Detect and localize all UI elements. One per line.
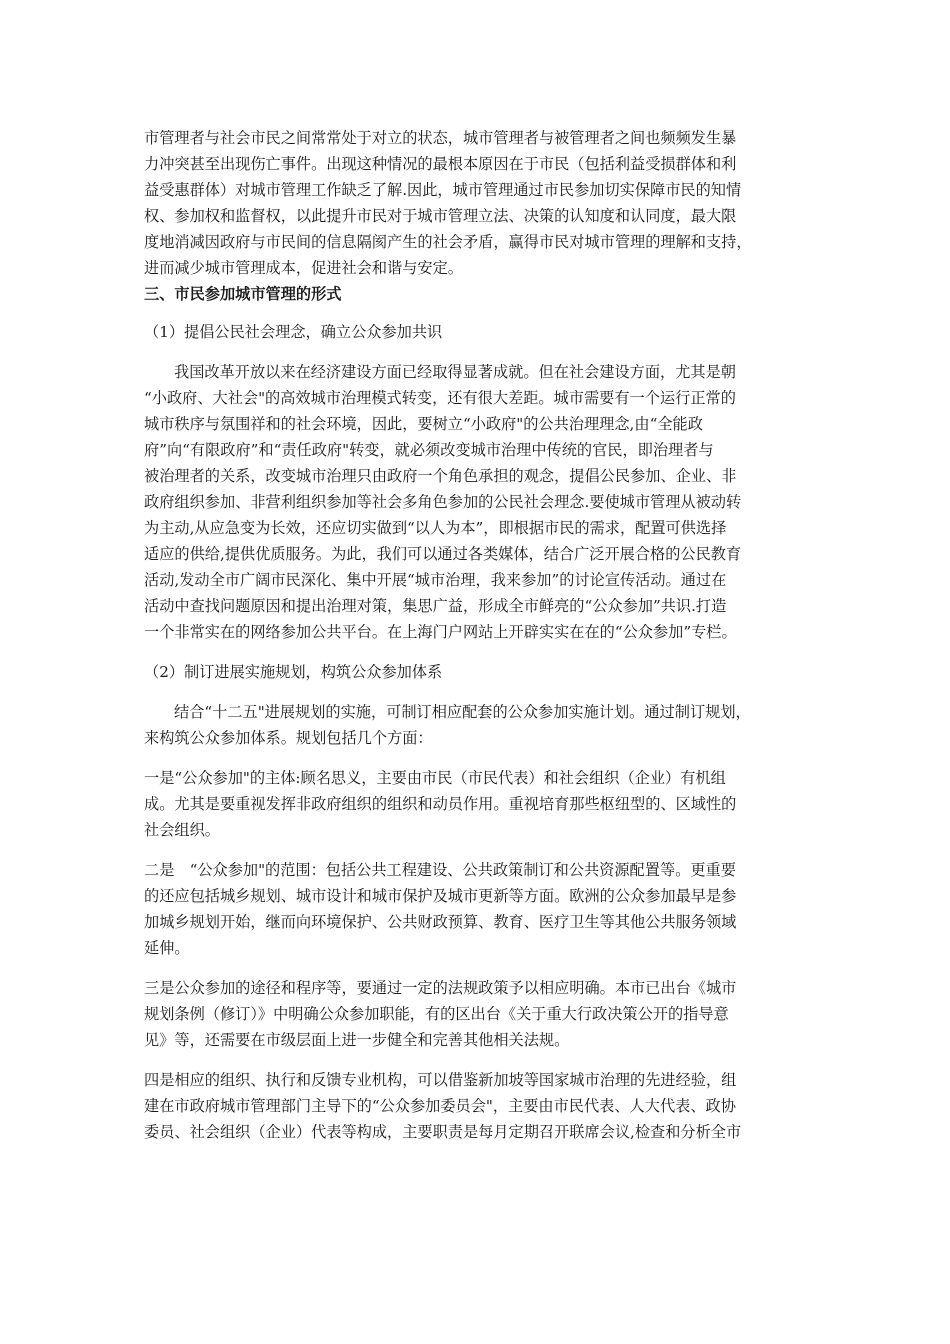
intro-paragraph — [144, 125, 820, 281]
paragraph-line: 规划条例（修订）》中明确公众参加职能，有的区出台《关于重大行政决策公开的指导意 — [144, 1005, 729, 1023]
paragraph-line: 活动,发动全市广阔市民深化、集中开展“城市治理，我来参加”的讨论宣传活动。通过在 — [144, 571, 727, 589]
paragraph-line: 的还应包括城乡规划、城市设计和城市保护及城市更新等方面。欧洲的公众参加最早是参 — [144, 887, 737, 905]
paragraph-line: 进而减少城市管理成本，促进社会和谐与安定。 — [144, 259, 463, 277]
paragraph-line: 二是 “公众参加"的范围：包括公共工程建设、公共政策制订和公共资源配置等。更重要 — [144, 861, 736, 879]
paragraph-line: 委员、社会组织（企业）代表等构成，主要职责是每月定期召开联席会议,检查和分析全市 — [144, 1123, 742, 1141]
paragraph-line: 政府组织参加、非营利组织参加等社会多角色参加的公民社会理念.要使城市管理从被动转 — [144, 493, 742, 511]
point-2-paragraph — [144, 857, 820, 961]
paragraph-line: 加城乡规划开始，继而向环境保护、公共财政预算、教育、医疗卫生等其他公共服务领域 — [144, 913, 737, 931]
paragraph-line: 成。尤其是要重视发挥非政府组织的组织和动员作用。重视培育那些枢纽型的、区域性的 — [144, 795, 737, 813]
paragraph-line: 适应的供给,提供优质服务。为此，我们可以通过各类媒体，结合广泛开展合格的公民教育 — [144, 545, 742, 563]
paragraph-line: 益受惠群体）对城市管理工作缺乏了解.因此，城市管理通过市民参加切实保障市民的知情 — [144, 181, 742, 199]
paragraph-line: 为主动,从应急变为长效，还应切实做到“以人为本”，即根据市民的需求，配置可供选择 — [144, 519, 727, 537]
paragraph-line: “小政府、大社会"的高效城市治理模式转变，还有很大差距。城市需要有一个运行正常的 — [144, 389, 736, 407]
paragraph-line: 来构筑公众参加体系。规划包括几个方面： — [144, 729, 433, 747]
paragraph-line: 活动中查找问题原因和提出治理对策，集思广益，形成全市鲜亮的“公众参加”共识.打造 — [144, 597, 727, 615]
paragraph-line: 权、参加权和监督权，以此提升市民对于城市管理立法、决策的认知度和认同度，最大限 — [144, 207, 737, 225]
paragraph-line: 结合“十二五"进展规划的实施，可制订相应配套的公众参加实施计划。通过制订规划， — [174, 703, 751, 721]
paragraph-line: 城市秩序与氛围祥和的社会环境，因此，要树立“小政府"的公共治理理念,由“全能政 — [144, 415, 703, 433]
point-1-paragraph — [144, 765, 820, 843]
paragraph-line: 社会组织。 — [144, 821, 220, 839]
point-4-paragraph — [144, 1067, 820, 1145]
paragraph-line: 三是公众参加的途径和程序等，要通过一定的法规政策予以相应明确。本市已出台《城市 — [144, 979, 737, 997]
paragraph-line: 见》等，还需要在市级层面上进一步健全和完善其他相关法规。 — [144, 1031, 570, 1049]
paragraph-line: 延伸。 — [144, 939, 190, 957]
paragraph-line: 市管理者与社会市民之间常常处于对立的状态，城市管理者与被管理者之间也频频发生暴 — [144, 129, 737, 147]
paragraph-line: 一个非常实在的网络参加公共平台。在上海门户网站上开辟实实在在的“公众参加”专栏。 — [144, 623, 737, 641]
paragraph-line: 四是相应的组织、执行和反馈专业机构，可以借鉴新加坡等国家城市治理的先进经验，组 — [144, 1071, 737, 1089]
document-page — [144, 125, 820, 1145]
subsection-heading-2: （2）制订进展实施规划，构筑公众参加体系 — [144, 663, 443, 681]
subsection-heading-1: （1）提倡公民社会理念，确立公众参加共识 — [144, 323, 443, 341]
subsection-2-paragraph — [144, 699, 820, 751]
paragraph-line: 我国改革开放以来在经济建设方面已经取得显著成就。但在社会建设方面，尤其是朝 — [174, 363, 736, 381]
paragraph-line: 一是“公众参加"的主体:顾名思义，主要由市民（市民代表）和社会组织（企业）有机组 — [144, 769, 726, 787]
paragraph-line: 被治理者的关系，改变城市治理只由政府一个角色承担的观念，提倡公民参加、企业、非 — [144, 467, 737, 485]
paragraph-line: 度地消减因政府与市民间的信息隔阂产生的社会矛盾，赢得市民对城市管理的理解和支持， — [144, 233, 752, 251]
subsection-1-paragraph — [144, 359, 820, 645]
paragraph-line: 府”向“有限政府”和“责任政府"转变，就必须改变城市治理中传统的官民，即治理者与 — [144, 441, 714, 459]
paragraph-line: 建在市政府城市管理部门主导下的“公众参加委员会"，主要由市民代表、人大代表、政协 — [144, 1097, 736, 1115]
paragraph-line: 力冲突甚至出现伤亡事件。出现这种情况的最根本原因在于市民（包括利益受损群体和利 — [144, 155, 737, 173]
section-heading: 三、市民参加城市管理的形式 — [144, 285, 342, 303]
point-3-paragraph — [144, 975, 820, 1053]
